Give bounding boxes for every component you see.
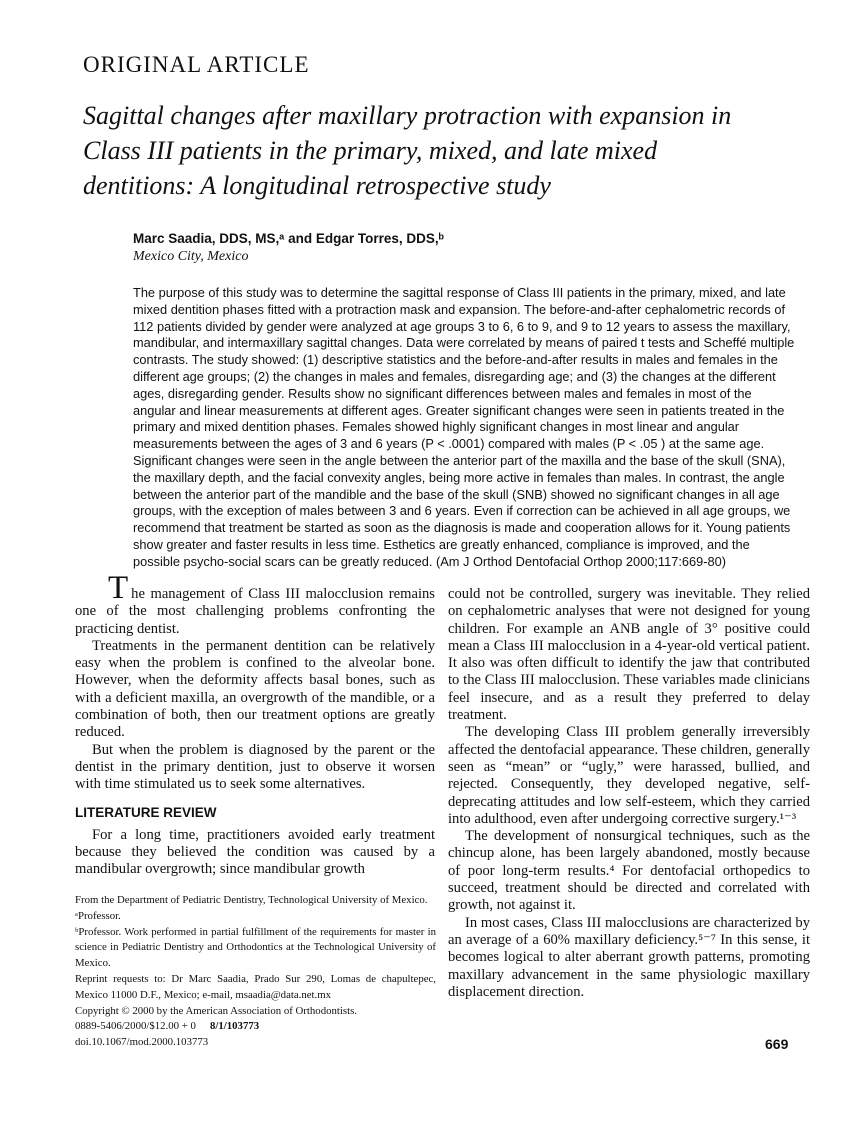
article-title <box>83 98 731 203</box>
footnote-line: Reprint requests to: Dr Marc Saadia, Prado Sur 290, Lomas de chapultepec, Mexico 11000 D.F., Mexico; e-mail, msaadia@data.net.mx <box>75 972 436 1001</box>
footnote-line: From the Department of Pediatric Dentistry, Technological University of Mexico. <box>75 894 428 906</box>
footnote-line: ᵇProfessor. Work performed in partial fulfillment of the requirements for master in science in Pediatric Dentistry and Orthodontics at the Technological University of Mexico. <box>75 925 436 970</box>
author-affiliation: Mexico City, Mexico <box>133 249 249 264</box>
section-heading-literature-review: LITERATURE REVIEW <box>75 804 217 820</box>
raised-initial-cap: T <box>108 570 129 606</box>
abstract-text: The purpose of this study was to determine the sagittal response of Class III patients in the primary, mixed, and late mixed dentition phases fitted with a protraction mask and expansion. The before-and-after cephalometric records of 112 patients divided by gender were analyzed at age groups 3 to 6, 6 to 9, and 9 to 12 years to assess the maxillary, mandibular, and intermaxillary sagittal changes. Data were correlated by means of paired t tests and Scheffé multiple contrasts. The study showed: (1) descriptive statistics and the before-and-after results in males and females in the different age groups; (2) the changes in males and females, disregarding age; and (3) the changes at the different ages, disregarding gender. Results show no significant differences between males and females in most of the angular and linear measurements at different ages. Greater significant changes were seen in patients treated in the primary and mixed dentition phases. Females showed highly significant changes in most linear and angular measurements between the ages of 3 and 6 years (P < .0001) compared with males (P < .05 ) at the same age. Significant changes were seen in the angle between the anterior part of the maxilla and the base of the skull (SNA), the maxillary depth, and the facial convexity angles, being more active in females than males. In contrast, the angle between the anterior part of the mandible and the base of the skull (SNB) showed no significant changes in all age groups, with the exception of males between 3 and 6 years. Even if correction can be achieved in all age groups, we recommend that treatment be started as soon as the diagnosis is made and cooperation allows for it. Young patients show greater and faster results in less time. Esthetics are greatly enhanced, compliance is improved, and the possible psycho-social scars can be greatly reduced. (Am J Orthod Dentofacial Orthop 2000;117:669-80) <box>133 285 795 569</box>
article-number: 8/1/103773 <box>209 1020 260 1033</box>
body-paragraph: In most cases, Class III malocclusions are characterized by an average of a 60% maxillary deficiency.⁵⁻⁷ In this sense, it becomes logical to alter aberrant growth patterns, promoting maxillary advancement in the same physiologic maxillary displacement direction. <box>448 914 810 1000</box>
article-title-line: dentitions: A longitudinal retrospective study <box>83 171 551 200</box>
footnote-fee-line <box>75 1019 436 1035</box>
body-paragraph: The development of nonsurgical techniques, such as the chincup alone, has been largely abandoned, mostly because of poor long-term results.⁴ For dentofacial orthopedics to succeed, treatment should be directed and correlated with growth, not against it. <box>448 828 810 914</box>
footnote-line: ᵃProfessor. <box>75 909 121 922</box>
body-paragraph: For a long time, practitioners avoided early treatment because they believed the condition was caused by a mandibular overgrowth; since mandibular growth <box>75 826 435 878</box>
fee-code: 0889-5406/2000/$12.00 + 0 <box>75 1020 196 1033</box>
article-title-line: Sagittal changes after maxillary protraction with expansion in <box>83 101 732 130</box>
body-paragraph <box>75 570 435 638</box>
body-paragraph: Treatments in the permanent dentition can be relatively easy when the problem is confined to the alveolar bone. However, when the deformity affects basal bones, such as with a deficient maxilla, an overgrowth of the mandible, or a combination of both, then our treatment options are greatly reduced. <box>75 637 435 741</box>
left-column <box>75 570 435 879</box>
body-paragraph: The developing Class III problem generally irreversibly affected the dentofacial appearance. These children, generally seen as “mean” or “ugly,” were harassed, bullied, and rejected. Consequently, they developed negative, self-deprecating attitudes and low self-esteem, which they carried into adulthood, even after undergoing corrective surgery.¹⁻³ <box>448 724 810 827</box>
article-title-line: Class III patients in the primary, mixed, and late mixed <box>83 136 658 165</box>
paragraph-text: he management of Class III malocclusion remains one of the most challenging problems confronting the practicing dentist. <box>75 586 435 637</box>
footnote-line: Copyright © 2000 by the American Association of Orthodontists. <box>75 1004 357 1017</box>
page-number: 669 <box>765 1036 789 1052</box>
body-paragraph: could not be controlled, surgery was inevitable. They relied on cephalometric analyses that were not designed for young children. For example an ANB angle of 3° positive could mean a Class III malocclusion in a 4-year-old vertical patient. It also was often difficult to identify the jaw that contributed to the Class III malocclusion. These variables made clinicians feel insecure, and as a result they preferred to delay treatment. <box>448 586 810 724</box>
footnote-block <box>75 893 436 1051</box>
footnote-doi: doi.10.1067/mod.2000.103773 <box>75 1036 209 1049</box>
right-column <box>448 586 810 1001</box>
body-paragraph: But when the problem is diagnosed by the parent or the dentist in the primary dentition, just to observe it worsen with time stimulated us to seek some alternatives. <box>75 741 435 793</box>
article-type-label: ORIGINAL ARTICLE <box>83 52 310 77</box>
authors-byline: Marc Saadia, DDS, MS,ᵃ and Edgar Torres, DDS,ᵇ <box>133 231 444 246</box>
